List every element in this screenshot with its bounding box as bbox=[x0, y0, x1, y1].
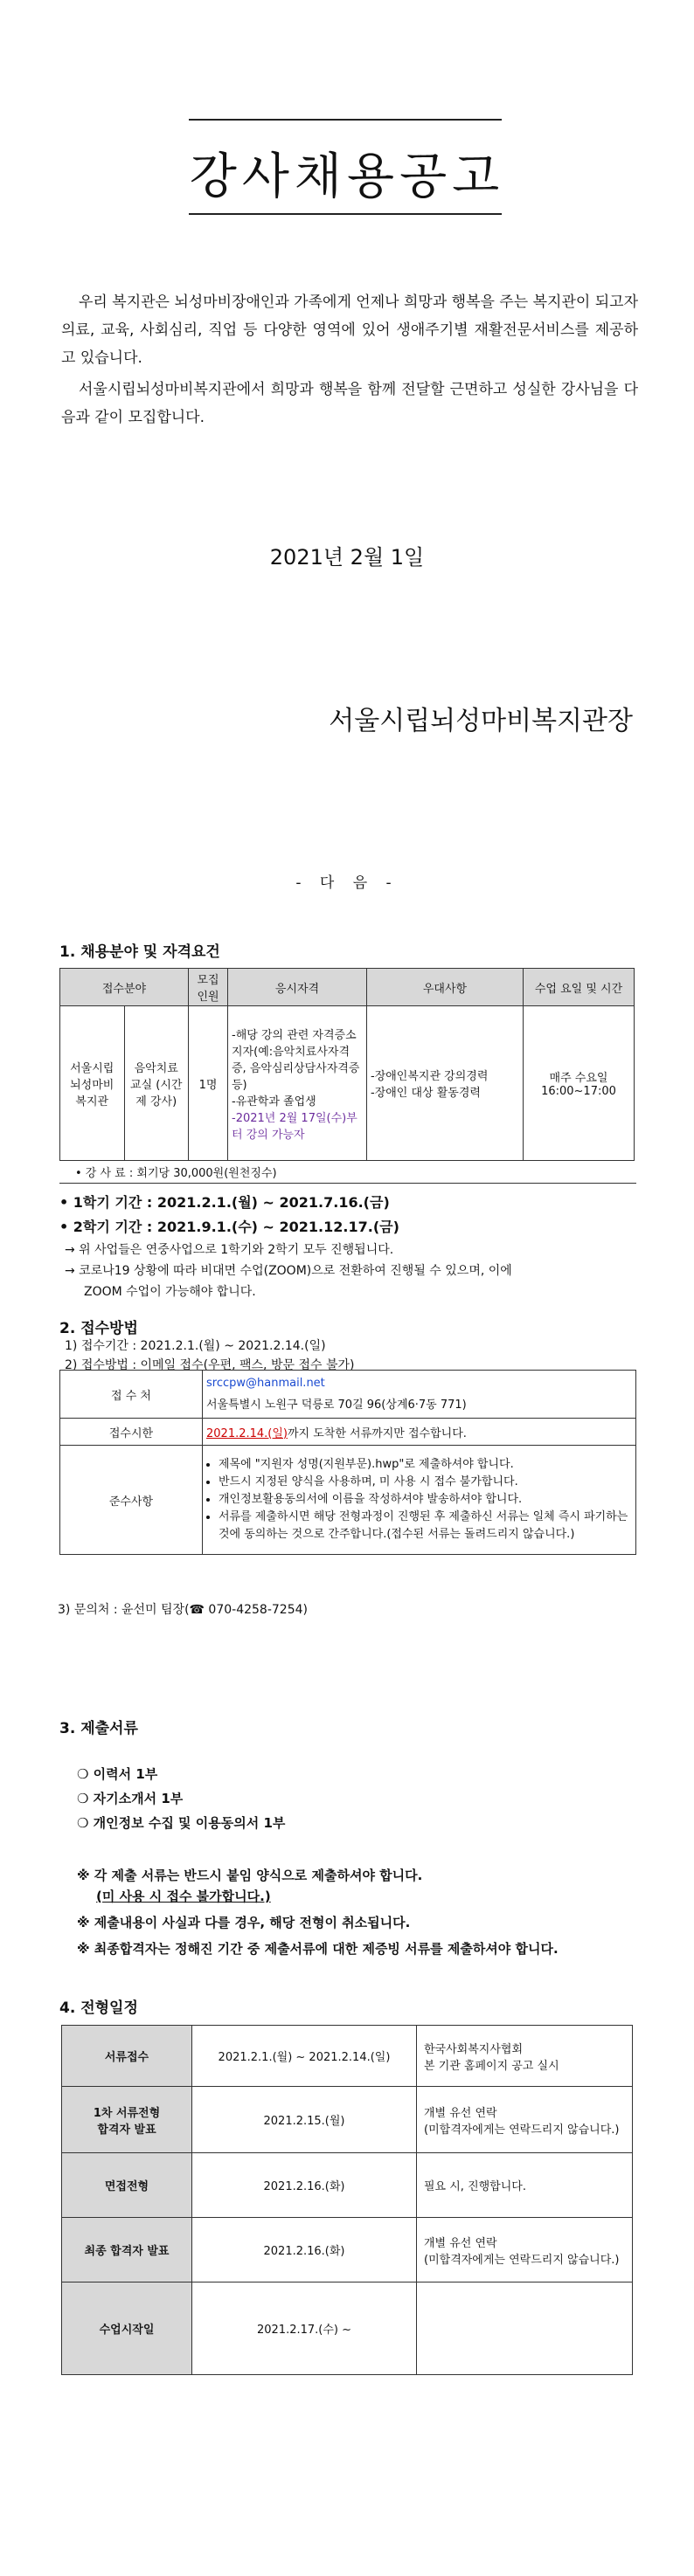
term-1: • 1학기 기간 : 2021.2.1.(월) ~ 2021.7.16.(금) bbox=[59, 1194, 390, 1211]
circle-bullet-icon: ❍ bbox=[77, 1791, 94, 1806]
where-label: 접 수 처 bbox=[60, 1371, 203, 1419]
intro-paragraph-1: 우리 복지관은 뇌성마비장애인과 가족에게 언제나 희망과 행복을 주는 복지관이 되고자 의료, 교육, 사회심리, 직업 등 다양한 영역에 있어 생애주기별 재활전문서비스를 제공하고 있습니다. bbox=[61, 294, 638, 367]
rule-item: • 반드시 지정된 양식을 사용하며, 미 사용 시 접수 불가합니다. bbox=[219, 1474, 632, 1491]
schedule-date: 2021.2.17.(수) ~ bbox=[192, 2282, 417, 2375]
schedule-label: 1차 서류전형 합격자 발표 bbox=[62, 2087, 192, 2153]
warning-1: ※ 각 제출 서류는 반드시 붙임 양식으로 제출하셔야 합니다. bbox=[77, 1868, 423, 1883]
schedule-note: 필요 시, 진행합니다. bbox=[417, 2153, 633, 2218]
where-cell bbox=[203, 1371, 636, 1419]
preference-1: -장애인복지관 강의경력 bbox=[371, 1070, 489, 1083]
rule-item: • 개인정보활용동의서에 이름을 작성하셔야 발송하셔야 합니다. bbox=[219, 1491, 632, 1509]
class-day: 매주 수요일 bbox=[549, 1072, 608, 1085]
circle-bullet-icon: ❍ bbox=[77, 1815, 94, 1831]
qualification-1: -해당 강의 관련 자격증소지자(예:음악치료사자격증, 음악심리상담사자격증 등) bbox=[232, 1028, 360, 1092]
warning-3: ※ 최종합격자는 정해진 기간 중 제출서류에 대한 제증빙 서류를 제출하셔야 합니다. bbox=[77, 1941, 559, 1957]
doc-item-3: ❍ 개인정보 수집 및 이용동의서 1부 bbox=[77, 1815, 286, 1831]
schedule-label: 서류접수 bbox=[62, 2026, 192, 2087]
page-title: 강사채용공고 bbox=[189, 148, 505, 205]
cell-org: 서울시립 뇌성마비 복지관 bbox=[60, 1006, 125, 1161]
cell-preference bbox=[367, 1006, 524, 1161]
schedule-date: 2021.2.16.(화) bbox=[192, 2218, 417, 2282]
circle-bullet-icon: ❍ bbox=[77, 1766, 94, 1782]
schedule-note: 개별 유선 연락 (미합격자에게는 연락드리지 않습니다.) bbox=[417, 2218, 633, 2282]
section4-heading: 4. 전형일정 bbox=[59, 1999, 138, 2017]
rules-label: 준수사항 bbox=[60, 1446, 203, 1555]
note-1: → 위 사업들은 연중사업으로 1학기와 2학기 모두 진행됩니다. bbox=[65, 1243, 394, 1257]
instructor-fee: • 강 사 료 : 회기당 30,000원(원천징수) bbox=[75, 1167, 277, 1180]
email-link[interactable]: srccpw@hanmail.net bbox=[206, 1377, 325, 1390]
header-field: 접수분야 bbox=[60, 969, 189, 1006]
deadline-label: 접수시한 bbox=[60, 1419, 203, 1446]
title-bottom-rule bbox=[189, 213, 502, 215]
qualification-3: -2021년 2월 17일(수)부터 강의 가능자 bbox=[232, 1111, 357, 1142]
class-hours: 16:00~17:00 bbox=[541, 1085, 616, 1098]
fee-divider bbox=[59, 1183, 636, 1184]
header-class-time: 수업 요일 및 시간 bbox=[524, 969, 635, 1006]
preference-2: -장애인 대상 활동경력 bbox=[371, 1087, 481, 1100]
recruitment-table bbox=[59, 968, 635, 1161]
rule-item: • 제목에 "지원자 성명(지원부문).hwp"로 제출하셔야 합니다. bbox=[219, 1456, 632, 1474]
deadline-rest: 까지 도착한 서류까지만 접수합니다. bbox=[288, 1426, 467, 1440]
rules-cell bbox=[203, 1446, 636, 1555]
rules-list bbox=[206, 1456, 632, 1544]
schedule-note: 개별 유선 연락 (미합격자에게는 연락드리지 않습니다.) bbox=[417, 2087, 633, 2153]
header-preference: 우대사항 bbox=[367, 969, 524, 1006]
schedule-label: 최종 합격자 발표 bbox=[62, 2218, 192, 2282]
schedule-note: 한국사회복지사협회 본 기관 홈페이지 공고 실시 bbox=[417, 2026, 633, 2087]
contact-info: 3) 문의처 : 윤선미 팀장(☎ 070-4258-7254) bbox=[58, 1603, 308, 1617]
doc-item-2: ❍ 자기소개서 1부 bbox=[77, 1791, 184, 1806]
cell-qualification bbox=[228, 1006, 367, 1161]
cell-class-time bbox=[524, 1006, 635, 1161]
doc-item-1: ❍ 이력서 1부 bbox=[77, 1766, 158, 1782]
warning-2: ※ 제출내용이 사실과 다를 경우, 해당 전형이 취소됩니다. bbox=[77, 1915, 411, 1930]
schedule-label: 수업시작일 bbox=[62, 2282, 192, 2375]
section2-heading: 2. 접수방법 bbox=[59, 1320, 138, 1337]
apply-period: 1) 접수기간 : 2021.2.1.(월) ~ 2021.2.14.(일) bbox=[65, 1339, 326, 1353]
schedule-date: 2021.2.16.(화) bbox=[192, 2153, 417, 2218]
address-text: 서울특별시 노원구 덕릉로 70길 96(상계6·7동 771) bbox=[206, 1398, 467, 1412]
intro-paragraph-2: 서울시립뇌성마비복지관에서 희망과 행복을 함께 전달할 근면하고 성실한 강사님을 다음과 같이 모집합니다. bbox=[61, 381, 638, 426]
note-3: ZOOM 수업이 가능해야 합니다. bbox=[84, 1285, 256, 1299]
organization-signature: 서울시립뇌성마비복지관장 bbox=[329, 706, 633, 736]
deadline-cell bbox=[203, 1419, 636, 1446]
schedule-note bbox=[417, 2282, 633, 2375]
header-qualification: 응시자격 bbox=[228, 969, 367, 1006]
apply-method: 2) 접수방법 : 이메일 접수(우편, 팩스, 방문 접수 불가) bbox=[65, 1358, 355, 1372]
schedule-label: 면접전형 bbox=[62, 2153, 192, 2218]
schedule-date: 2021.2.1.(월) ~ 2021.2.14.(일) bbox=[192, 2026, 417, 2087]
section1-heading: 1. 채용분야 및 자격요건 bbox=[59, 943, 220, 961]
qualification-2: -유관학과 졸업생 bbox=[232, 1095, 316, 1108]
rule-item: • 서류를 제출하시면 해당 전형과정이 진행된 후 제출하신 서류는 일체 즉시 파기하는 것에 동의하는 것으로 간주합니다.(접수된 서류는 돌려드리지 않습니다.) bbox=[219, 1509, 632, 1544]
schedule-date: 2021.2.15.(월) bbox=[192, 2087, 417, 2153]
deadline-date: 2021.2.14.(일) bbox=[206, 1426, 288, 1440]
term-2: • 2학기 기간 : 2021.9.1.(수) ~ 2021.12.17.(금) bbox=[59, 1219, 399, 1235]
note-2: → 코로나19 상황에 따라 비대면 수업(ZOOM)으로 전환하여 진행될 수 있으며, 이에 bbox=[65, 1264, 512, 1278]
warning-1b: (미 사용 시 접수 불가합니다.) bbox=[96, 1889, 271, 1904]
cell-field: 음악치료 교실 (시간제 강사) bbox=[124, 1006, 189, 1161]
cell-count: 1명 bbox=[189, 1006, 228, 1161]
section3-heading: 3. 제출서류 bbox=[59, 1720, 138, 1737]
announcement-date: 2021년 2월 1일 bbox=[269, 545, 425, 570]
title-top-rule bbox=[189, 119, 502, 121]
schedule-table bbox=[61, 2025, 633, 2375]
header-count: 모집 인원 bbox=[189, 969, 228, 1006]
application-table bbox=[59, 1370, 636, 1555]
dasim-label: - 다 음 - bbox=[295, 874, 399, 892]
